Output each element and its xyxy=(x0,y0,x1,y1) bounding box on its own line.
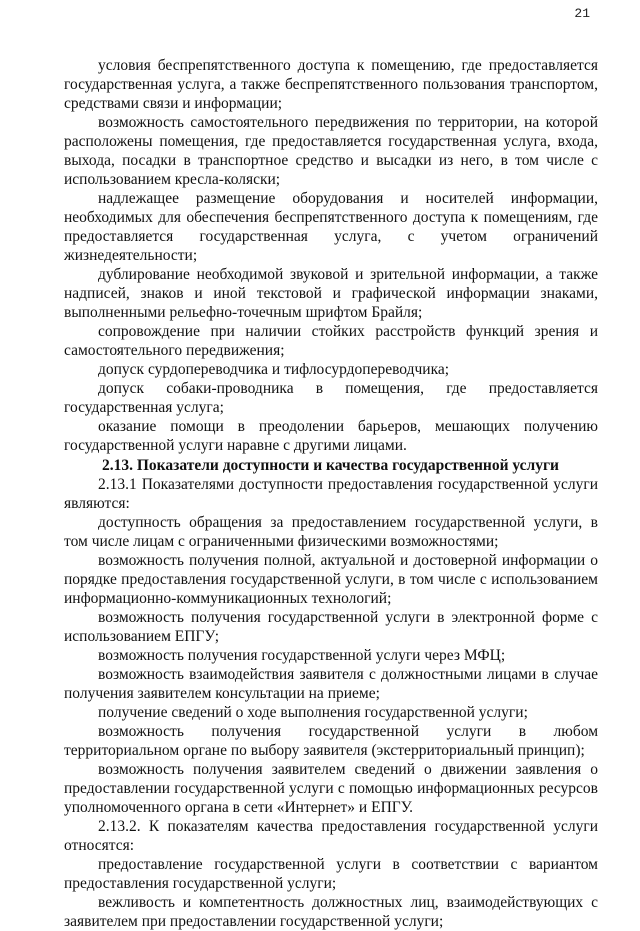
section-paragraph: возможность получения государственной услуги в любом территориальном органе по выбору заявителя (экстерриториальный принцип); xyxy=(64,723,598,759)
section-paragraph: предоставление государственной услуги в соответствии с вариантом предоставления государственной услуги; xyxy=(64,856,598,892)
paragraph: условия беспрепятственного доступа к помещению, где предоставляется государственная услуга, а также беспрепятственного пользования транспортом, средствами связи и информации; xyxy=(64,57,598,112)
section-paragraph: возможность получения заявителем сведений о движении заявления о предоставлении государственной услуги с помощью информационных ресурсов уполномоченного органа в сети «Интернет» и ЕПГУ. xyxy=(64,761,598,816)
section-paragraph: 2.13.2. К показателям качества предоставления государственной услуги относятся: xyxy=(64,818,598,854)
section-heading: 2.13. Показатели доступности и качества государственной услуги xyxy=(102,457,559,474)
section-paragraph: доступность обращения за предоставлением государственной услуги, в том числе лицам с ограниченными физическими возможностями; xyxy=(64,514,598,550)
section-paragraph: получение сведений о ходе выполнения государственной услуги; xyxy=(98,704,528,721)
document-body xyxy=(64,56,598,931)
page-number: 21 xyxy=(574,6,590,21)
section-paragraph: 2.13.1 Показателями доступности предоставления государственной услуги являются: xyxy=(64,476,598,512)
paragraph: дублирование необходимой звуковой и зрительной информации, а также надписей, знаков и иной текстовой и графической информации знаками, выполненными рельефно-точечным шрифтом Брайля; xyxy=(64,266,598,321)
section-paragraph: вежливость и компетентность должностных лиц, взаимодействующих с заявителем при предоставлении государственной услуги; xyxy=(64,894,598,930)
paragraph: допуск собаки-проводника в помещения, где предоставляется государственная услуга; xyxy=(64,380,598,416)
section-paragraph: возможность получения государственной услуги в электронной форме с использованием ЕПГУ; xyxy=(64,609,598,645)
paragraph: надлежащее размещение оборудования и носителей информации, необходимых для обеспечения беспрепятственного доступа к помещениям, где предоставляется государственная услуга, с учетом ограничений жизнедеятельности; xyxy=(64,190,598,264)
paragraph: оказание помощи в преодолении барьеров, мешающих получению государственной услуги наравне с другими лицами. xyxy=(64,418,598,454)
paragraph: сопровождение при наличии стойких расстройств функций зрения и самостоятельного передвижения; xyxy=(64,323,598,359)
section-paragraph: возможность получения государственной услуги через МФЦ; xyxy=(98,647,506,664)
paragraph: допуск сурдопереводчика и тифлосурдопереводчика; xyxy=(98,361,450,378)
section-paragraph: возможность получения полной, актуальной и достоверной информации о порядке предоставления государственной услуги, в том числе с использованием информационно-коммуникационных технологий; xyxy=(64,552,598,607)
paragraph: возможность самостоятельного передвижения по территории, на которой расположены помещения, где предоставляется государственная услуга, входа, выхода, посадки в транспортное средство и высадки из него, в том числе с использованием кресла-коляски; xyxy=(64,114,598,188)
section-paragraph: возможность взаимодействия заявителя с должностными лицами в случае получения заявителем консультации на приеме; xyxy=(64,666,598,702)
